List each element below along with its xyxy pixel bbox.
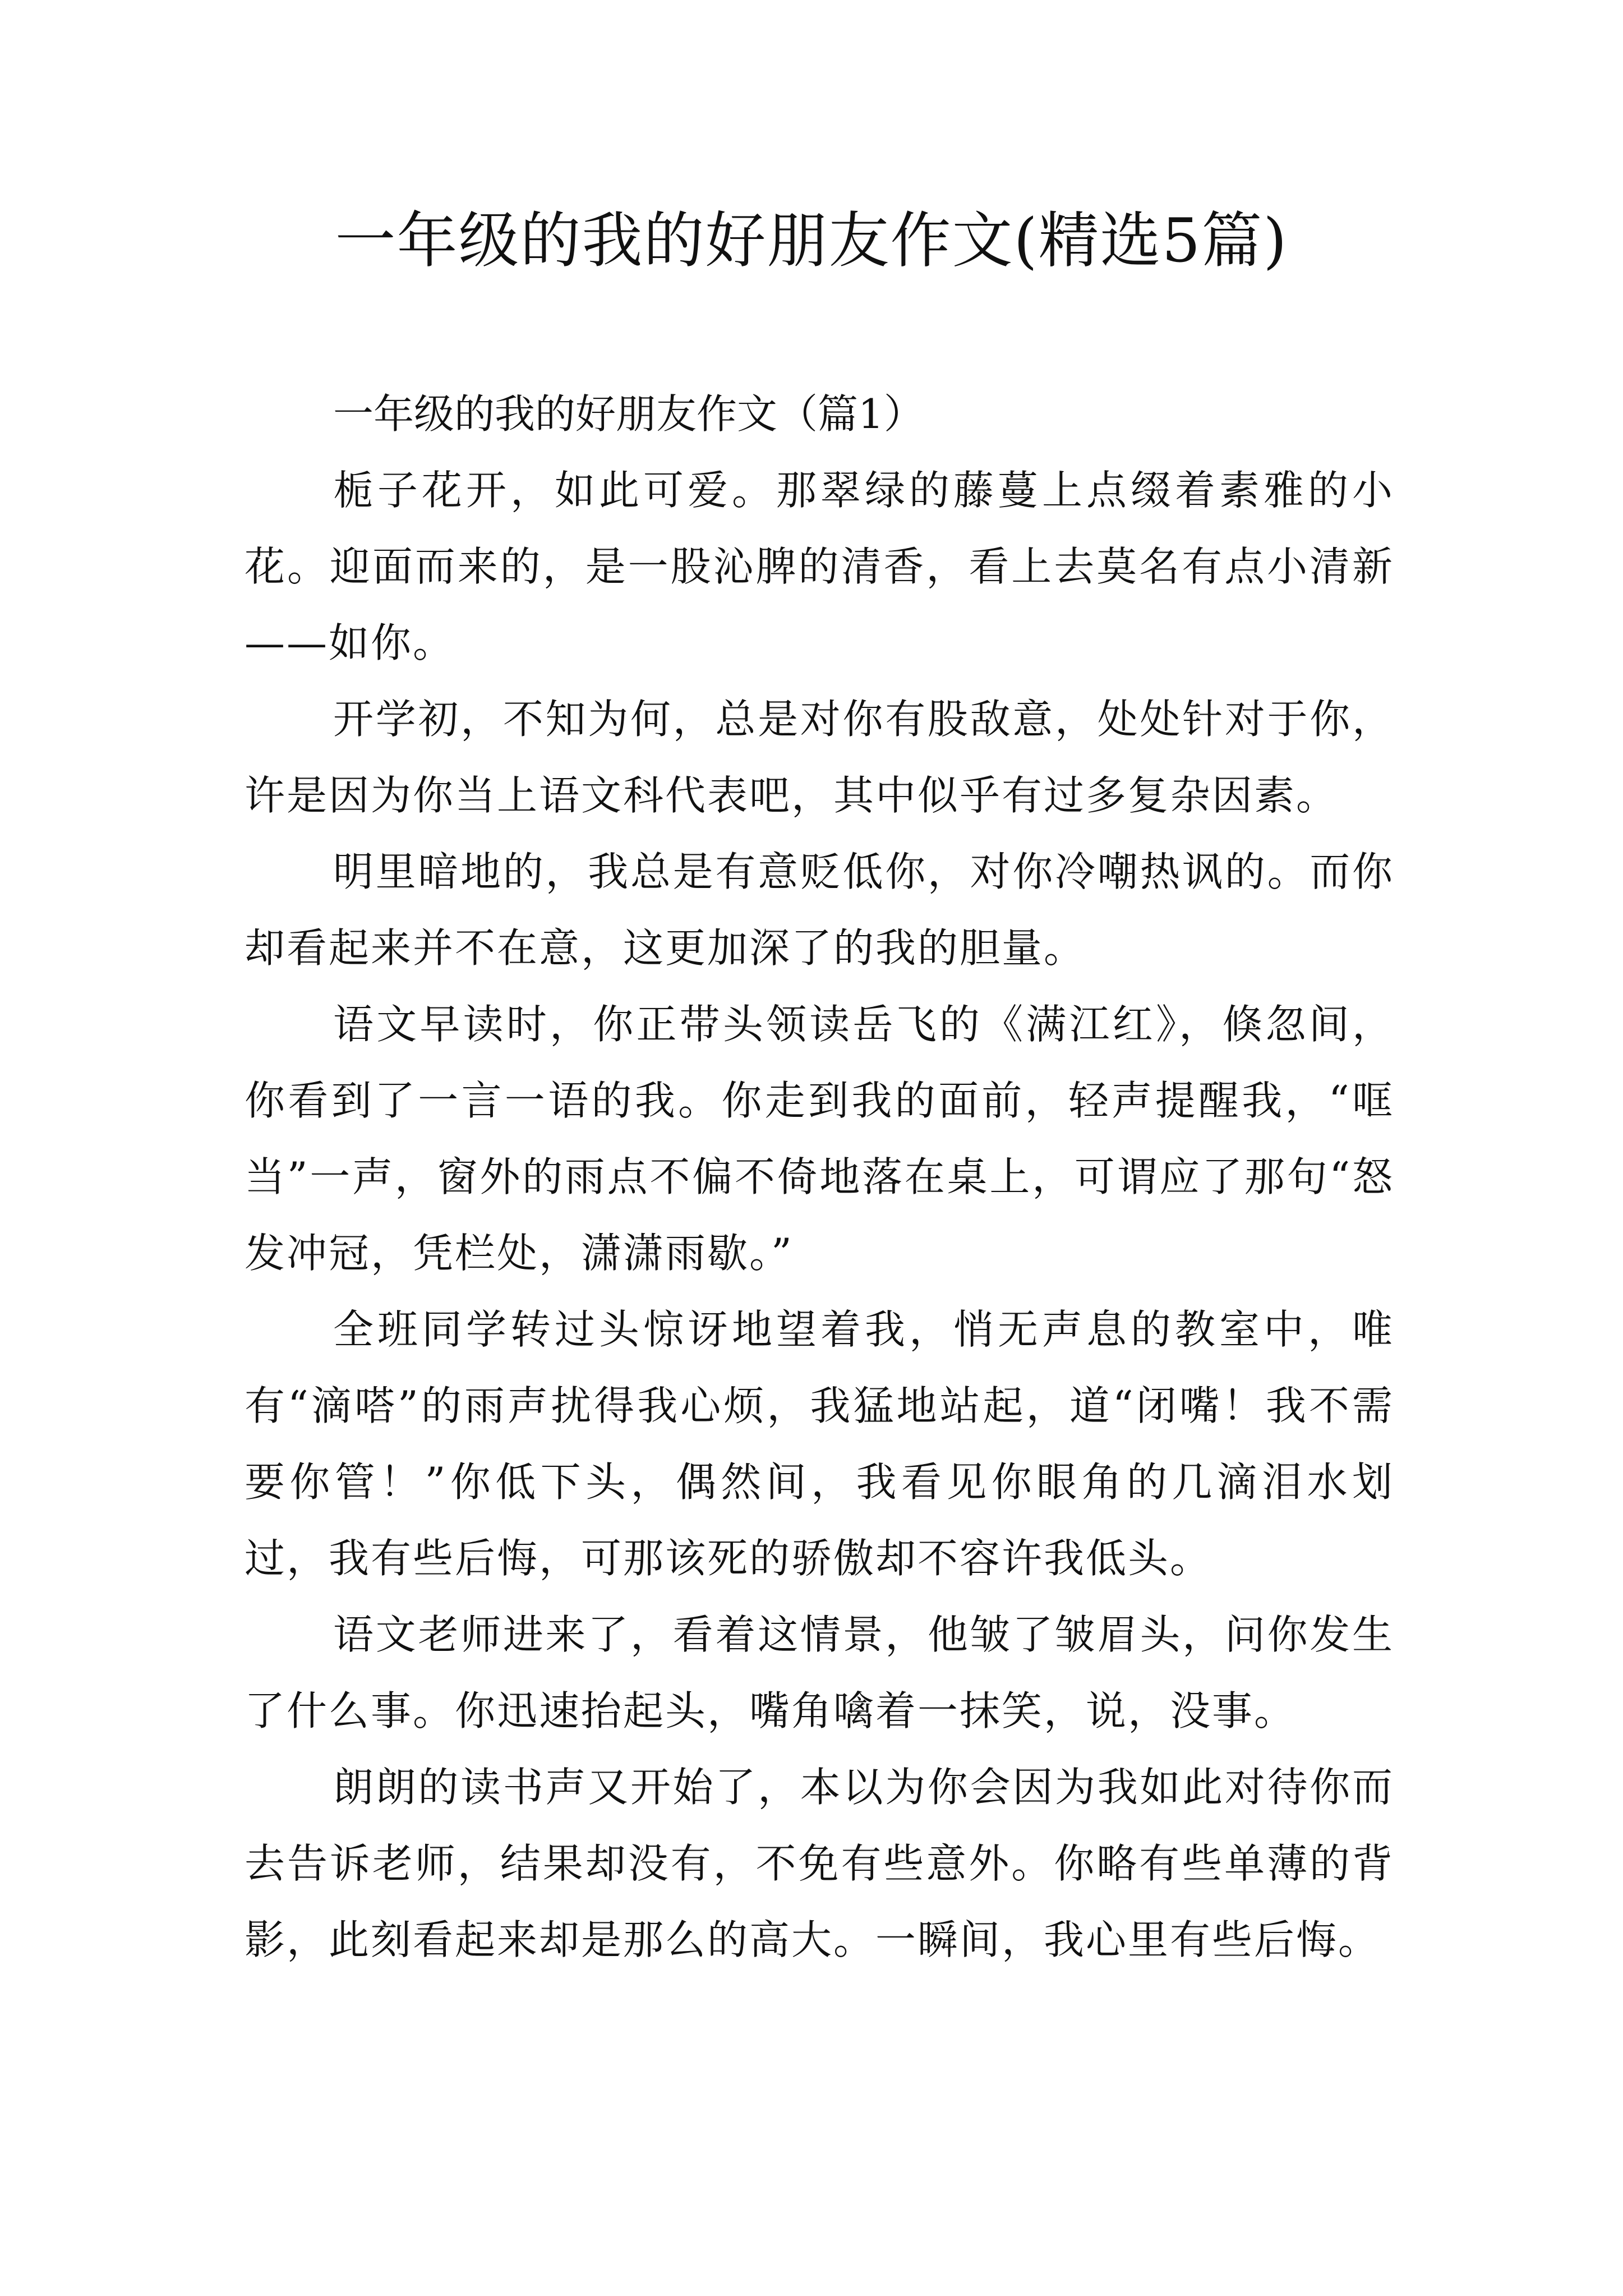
document-title: 一年级的我的好朋友作文(精选5篇) <box>335 206 1288 276</box>
paragraph: 开学初，不知为何，总是对你有股敌意，处处针对于你，许是因为你当上语文科代表吧，其中似乎有过多复杂因素。 <box>245 696 1394 819</box>
paragraph: 明里暗地的，我总是有意贬低你，对你冷嘲热讽的。而你却看起来并不在意，这更加深了的我的胆量。 <box>245 848 1394 972</box>
document-body <box>245 376 1394 1978</box>
paragraph: 全班同学转过头惊讶地望着我，悄无声息的教室中，唯有“滴嗒”的雨声扰得我心烦，我猛地站起，道“闭嘴！我不需要你管！”你低下头，偶然间，我看见你眼角的几滴泪水划过，我有些后悔，可那该死的骄傲却不容许我低头。 <box>245 1306 1394 1582</box>
paragraph: 栀子花开，如此可爱。那翠绿的藤蔓上点缀着素雅的小花。迎面而来的，是一股沁脾的清香，看上去莫名有点小清新——如你。 <box>245 467 1394 666</box>
paragraph: 语文早读时，你正带头领读岳飞的《满江红》，倏忽间，你看到了一言一语的我。你走到我的面前，轻声提醒我，“哐当”一声，窗外的雨点不偏不倚地落在桌上，可谓应了那句“怒发冲冠，凭栏处，潇潇雨歇。” <box>245 1001 1394 1277</box>
section-heading: 一年级的我的好朋友作文（篇1） <box>333 390 924 438</box>
paragraph: 朗朗的读书声又开始了，本以为你会因为我如此对待你而去告诉老师，结果却没有，不免有些意外。你略有些单薄的背影，此刻看起来却是那么的高大。一瞬间，我心里有些后悔。 <box>245 1764 1394 1963</box>
paragraph: 语文老师进来了，看着这情景，他皱了皱眉头，问你发生了什么事。你迅速抬起头，嘴角噙着一抹笑，说，没事。 <box>245 1611 1394 1734</box>
